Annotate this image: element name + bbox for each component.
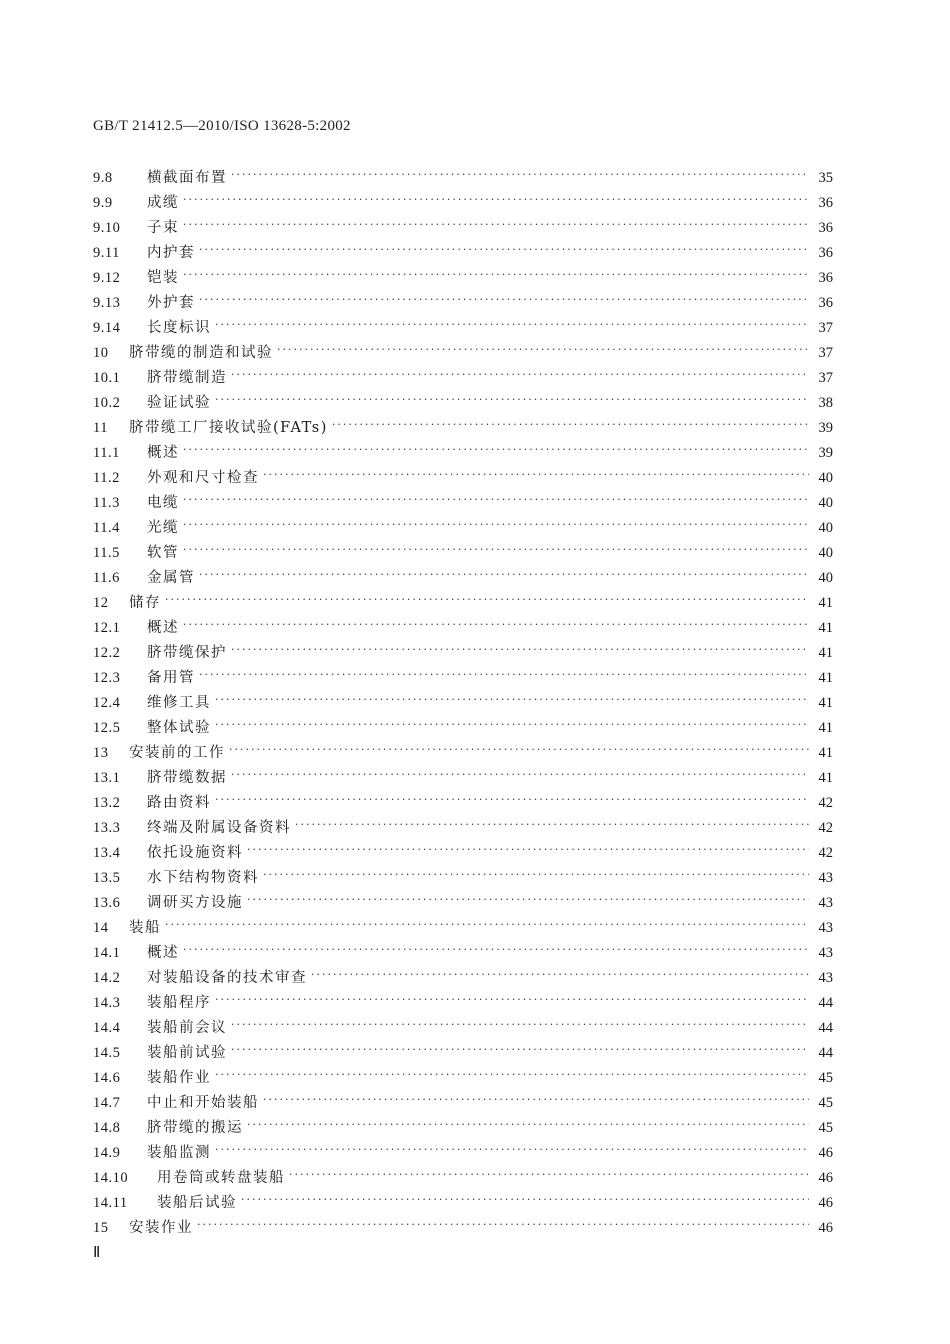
toc-entry-title: 脐带缆制造 bbox=[147, 370, 227, 386]
toc-entry-number: 9.11 bbox=[93, 245, 120, 261]
toc-entry[interactable] bbox=[93, 987, 833, 1012]
toc-dot-leader bbox=[231, 641, 809, 659]
toc-dot-leader bbox=[215, 791, 809, 809]
toc-entry-title: 外护套 bbox=[147, 295, 195, 311]
toc-entry-number: 14.4 bbox=[93, 1020, 121, 1036]
toc-entry-number: 13.5 bbox=[93, 870, 121, 886]
toc-entry-page: 40 bbox=[818, 570, 833, 586]
toc-entry-title: 铠装 bbox=[147, 270, 179, 286]
toc-entry-title: 安装作业 bbox=[129, 1220, 193, 1236]
toc-entry[interactable] bbox=[93, 262, 833, 287]
toc-entry-page: 43 bbox=[818, 870, 833, 886]
toc-dot-leader bbox=[231, 1016, 809, 1034]
toc-dot-leader bbox=[247, 1116, 809, 1134]
toc-entry[interactable] bbox=[93, 1212, 833, 1237]
toc-entry-page: 35 bbox=[818, 170, 833, 186]
toc-entry-number: 14.7 bbox=[93, 1095, 121, 1111]
toc-entry-page: 39 bbox=[818, 445, 833, 461]
toc-entry-page: 41 bbox=[818, 595, 833, 611]
toc-entry-number: 14.9 bbox=[93, 1145, 121, 1161]
toc-entry-title: 终端及附属设备资料 bbox=[147, 820, 291, 836]
toc-entry[interactable] bbox=[93, 362, 833, 387]
toc-entry[interactable] bbox=[93, 462, 833, 487]
toc-entry-number: 12.3 bbox=[93, 670, 121, 686]
toc-entry-title: 储存 bbox=[129, 595, 161, 611]
toc-entry-number: 14.6 bbox=[93, 1070, 121, 1086]
toc-entry-number: 10 bbox=[93, 345, 109, 361]
toc-dot-leader bbox=[199, 291, 809, 309]
toc-entry-title: 外观和尺寸检查 bbox=[147, 470, 259, 486]
toc-entry-number: 12.5 bbox=[93, 720, 121, 736]
toc-entry[interactable] bbox=[93, 412, 833, 437]
toc-entry[interactable] bbox=[93, 737, 833, 762]
toc-dot-leader bbox=[183, 516, 809, 534]
toc-entry-page: 40 bbox=[818, 545, 833, 561]
toc-entry[interactable] bbox=[93, 1187, 833, 1212]
toc-entry-title: 备用管 bbox=[147, 670, 195, 686]
toc-entry-title: 概述 bbox=[147, 620, 179, 636]
toc-entry[interactable] bbox=[93, 487, 833, 512]
toc-entry[interactable] bbox=[93, 862, 833, 887]
toc-entry-page: 42 bbox=[818, 820, 833, 836]
toc-entry[interactable] bbox=[93, 637, 833, 662]
toc-entry-title: 脐带缆保护 bbox=[147, 645, 227, 661]
toc-entry-title: 装船后试验 bbox=[157, 1195, 237, 1211]
toc-entry[interactable] bbox=[93, 837, 833, 862]
toc-entry-number: 15 bbox=[93, 1220, 109, 1236]
toc-entry-page: 38 bbox=[818, 395, 833, 411]
toc-entry[interactable] bbox=[93, 887, 833, 912]
toc-entry-page: 40 bbox=[818, 470, 833, 486]
toc-dot-leader bbox=[165, 591, 809, 609]
toc-entry-title: 维修工具 bbox=[147, 695, 211, 711]
toc-entry[interactable] bbox=[93, 937, 833, 962]
toc-entry-title: 子束 bbox=[147, 220, 179, 236]
toc-entry-page: 42 bbox=[818, 795, 833, 811]
toc-entry-number: 14.11 bbox=[93, 1195, 128, 1211]
toc-entry-page: 43 bbox=[818, 945, 833, 961]
toc-dot-leader bbox=[199, 241, 809, 259]
toc-entry-page: 41 bbox=[818, 745, 833, 761]
toc-entry-number: 11.1 bbox=[93, 445, 120, 461]
table-of-contents bbox=[93, 162, 833, 1237]
toc-entry-page: 41 bbox=[818, 695, 833, 711]
toc-dot-leader bbox=[215, 1066, 809, 1084]
toc-dot-leader bbox=[197, 1216, 809, 1234]
toc-entry-title: 横截面布置 bbox=[147, 170, 227, 186]
toc-entry-number: 9.8 bbox=[93, 170, 113, 186]
toc-entry-title: 光缆 bbox=[147, 520, 179, 536]
toc-entry-title: 整体试验 bbox=[147, 720, 211, 736]
toc-entry-title: 装船前会议 bbox=[147, 1020, 227, 1036]
toc-entry-number: 13 bbox=[93, 745, 109, 761]
toc-entry[interactable] bbox=[93, 312, 833, 337]
toc-entry[interactable] bbox=[93, 162, 833, 187]
toc-entry-page: 41 bbox=[818, 770, 833, 786]
toc-entry-title: 依托设施资料 bbox=[147, 845, 243, 861]
toc-entry-title: 内护套 bbox=[147, 245, 195, 261]
toc-dot-leader bbox=[263, 866, 809, 884]
toc-entry-page: 36 bbox=[818, 195, 833, 211]
toc-entry-title: 软管 bbox=[147, 545, 179, 561]
toc-dot-leader bbox=[183, 541, 809, 559]
toc-entry[interactable] bbox=[93, 562, 833, 587]
toc-dot-leader bbox=[183, 266, 809, 284]
page-number: Ⅱ bbox=[93, 1245, 101, 1261]
toc-dot-leader bbox=[277, 341, 809, 359]
toc-dot-leader bbox=[247, 891, 809, 909]
toc-dot-leader bbox=[183, 216, 809, 234]
toc-entry-number: 14.8 bbox=[93, 1120, 121, 1136]
toc-entry-title: 路由资料 bbox=[147, 795, 211, 811]
toc-entry[interactable] bbox=[93, 437, 833, 462]
toc-entry[interactable] bbox=[93, 512, 833, 537]
toc-entry[interactable] bbox=[93, 537, 833, 562]
toc-dot-leader bbox=[263, 1091, 809, 1109]
toc-entry-number: 9.10 bbox=[93, 220, 121, 236]
toc-entry-title: 调研买方设施 bbox=[147, 895, 243, 911]
toc-dot-leader bbox=[231, 366, 809, 384]
toc-dot-leader bbox=[229, 741, 809, 759]
toc-entry-number: 14.1 bbox=[93, 945, 121, 961]
toc-entry[interactable] bbox=[93, 1037, 833, 1062]
toc-entry-number: 14 bbox=[93, 920, 109, 936]
toc-entry[interactable] bbox=[93, 1087, 833, 1112]
toc-entry-title: 脐带缆数据 bbox=[147, 770, 227, 786]
toc-entry-number: 14.3 bbox=[93, 995, 121, 1011]
toc-entry-page: 43 bbox=[818, 895, 833, 911]
toc-entry-number: 10.1 bbox=[93, 370, 121, 386]
toc-entry[interactable] bbox=[93, 287, 833, 312]
toc-entry-page: 45 bbox=[818, 1095, 833, 1111]
toc-dot-leader bbox=[215, 1141, 809, 1159]
toc-entry-page: 36 bbox=[818, 245, 833, 261]
toc-entry-number: 11 bbox=[93, 420, 108, 436]
toc-entry-number: 9.12 bbox=[93, 270, 121, 286]
toc-entry[interactable] bbox=[93, 1137, 833, 1162]
toc-entry-page: 41 bbox=[818, 620, 833, 636]
toc-entry-page: 44 bbox=[818, 1020, 833, 1036]
toc-entry[interactable] bbox=[93, 587, 833, 612]
toc-entry-page: 41 bbox=[818, 720, 833, 736]
toc-dot-leader bbox=[289, 1166, 809, 1184]
toc-dot-leader bbox=[183, 191, 809, 209]
toc-entry-number: 13.4 bbox=[93, 845, 121, 861]
toc-dot-leader bbox=[215, 391, 809, 409]
toc-entry-title: 概述 bbox=[147, 945, 179, 961]
toc-entry-page: 36 bbox=[818, 295, 833, 311]
toc-entry-title: 装船监测 bbox=[147, 1145, 211, 1161]
toc-entry[interactable] bbox=[93, 237, 833, 262]
toc-dot-leader bbox=[165, 916, 809, 934]
toc-entry-title: 电缆 bbox=[147, 495, 179, 511]
toc-entry-title: 脐带缆的制造和试验 bbox=[129, 345, 273, 361]
toc-dot-leader bbox=[183, 616, 809, 634]
toc-entry-page: 36 bbox=[818, 270, 833, 286]
toc-entry[interactable] bbox=[93, 962, 833, 987]
toc-entry-title: 长度标识 bbox=[147, 320, 211, 336]
toc-entry[interactable] bbox=[93, 1012, 833, 1037]
toc-dot-leader bbox=[215, 716, 809, 734]
toc-entry-title: 装船前试验 bbox=[147, 1045, 227, 1061]
toc-entry-number: 14.5 bbox=[93, 1045, 121, 1061]
toc-dot-leader bbox=[231, 1041, 809, 1059]
toc-dot-leader bbox=[241, 1191, 809, 1209]
toc-entry-page: 37 bbox=[818, 345, 833, 361]
toc-entry-page: 45 bbox=[818, 1070, 833, 1086]
toc-entry-number: 11.6 bbox=[93, 570, 120, 586]
toc-dot-leader bbox=[332, 416, 809, 434]
toc-dot-leader bbox=[199, 666, 809, 684]
toc-dot-leader bbox=[231, 766, 809, 784]
toc-entry-number: 13.2 bbox=[93, 795, 121, 811]
toc-dot-leader bbox=[199, 566, 809, 584]
toc-entry-page: 43 bbox=[818, 970, 833, 986]
toc-entry[interactable] bbox=[93, 212, 833, 237]
toc-entry-number: 12.2 bbox=[93, 645, 121, 661]
toc-entry[interactable] bbox=[93, 1112, 833, 1137]
toc-entry[interactable] bbox=[93, 687, 833, 712]
toc-entry-number: 14.2 bbox=[93, 970, 121, 986]
toc-entry-page: 42 bbox=[818, 845, 833, 861]
toc-entry-page: 44 bbox=[818, 1045, 833, 1061]
toc-entry[interactable] bbox=[93, 912, 833, 937]
toc-entry[interactable] bbox=[93, 762, 833, 787]
toc-entry-page: 43 bbox=[818, 920, 833, 936]
toc-dot-leader bbox=[263, 466, 809, 484]
toc-entry-title: 安装前的工作 bbox=[129, 745, 225, 761]
toc-entry-number: 12.4 bbox=[93, 695, 121, 711]
toc-entry-page: 46 bbox=[818, 1170, 833, 1186]
toc-entry-page: 41 bbox=[818, 670, 833, 686]
toc-entry[interactable] bbox=[93, 387, 833, 412]
toc-entry-number: 11.5 bbox=[93, 545, 120, 561]
toc-entry-page: 45 bbox=[818, 1120, 833, 1136]
toc-entry-number: 11.4 bbox=[93, 520, 120, 536]
toc-entry-number: 9.9 bbox=[93, 195, 113, 211]
toc-entry-number: 13.3 bbox=[93, 820, 121, 836]
toc-entry[interactable] bbox=[93, 337, 833, 362]
toc-entry-page: 40 bbox=[818, 495, 833, 511]
toc-entry-title: 对装船设备的技术审查 bbox=[147, 970, 307, 986]
toc-entry-number: 11.3 bbox=[93, 495, 120, 511]
toc-entry-number: 13.6 bbox=[93, 895, 121, 911]
toc-entry-title: 验证试验 bbox=[147, 395, 211, 411]
toc-entry-title: 脐带缆的搬运 bbox=[147, 1120, 243, 1136]
toc-entry[interactable] bbox=[93, 1162, 833, 1187]
toc-entry-number: 11.2 bbox=[93, 470, 120, 486]
toc-entry-page: 37 bbox=[818, 370, 833, 386]
toc-entry-number: 14.10 bbox=[93, 1170, 129, 1186]
toc-entry-number: 13.1 bbox=[93, 770, 121, 786]
toc-entry-page: 46 bbox=[818, 1145, 833, 1161]
toc-entry-title: 装船 bbox=[129, 920, 161, 936]
toc-entry[interactable] bbox=[93, 712, 833, 737]
toc-entry[interactable] bbox=[93, 662, 833, 687]
toc-entry-title: 成缆 bbox=[147, 195, 179, 211]
toc-entry-title: 用卷筒或转盘装船 bbox=[157, 1170, 285, 1186]
document-header: GB/T 21412.5—2010/ISO 13628-5:2002 bbox=[93, 118, 351, 134]
toc-dot-leader bbox=[183, 441, 809, 459]
toc-dot-leader bbox=[215, 316, 809, 334]
toc-entry-page: 36 bbox=[818, 220, 833, 236]
toc-dot-leader bbox=[247, 841, 809, 859]
toc-dot-leader bbox=[215, 991, 809, 1009]
toc-entry[interactable] bbox=[93, 812, 833, 837]
toc-entry-title: 脐带缆工厂接收试验(FATs) bbox=[129, 420, 328, 436]
toc-entry-number: 12 bbox=[93, 595, 109, 611]
toc-entry-number: 10.2 bbox=[93, 395, 121, 411]
toc-entry-page: 40 bbox=[818, 520, 833, 536]
toc-entry-title: 水下结构物资料 bbox=[147, 870, 259, 886]
toc-entry[interactable] bbox=[93, 787, 833, 812]
toc-entry-page: 41 bbox=[818, 645, 833, 661]
toc-entry[interactable] bbox=[93, 1062, 833, 1087]
toc-entry-page: 46 bbox=[818, 1220, 833, 1236]
toc-entry-title: 金属管 bbox=[147, 570, 195, 586]
toc-entry-title: 中止和开始装船 bbox=[147, 1095, 259, 1111]
toc-entry[interactable] bbox=[93, 187, 833, 212]
toc-dot-leader bbox=[231, 166, 809, 184]
toc-entry-number: 9.14 bbox=[93, 320, 121, 336]
toc-entry-number: 9.13 bbox=[93, 295, 121, 311]
toc-entry-title: 装船程序 bbox=[147, 995, 211, 1011]
toc-entry-number: 12.1 bbox=[93, 620, 121, 636]
toc-dot-leader bbox=[183, 491, 809, 509]
toc-entry[interactable] bbox=[93, 612, 833, 637]
toc-dot-leader bbox=[311, 966, 809, 984]
toc-entry-page: 37 bbox=[818, 320, 833, 336]
toc-entry-page: 44 bbox=[818, 995, 833, 1011]
toc-dot-leader bbox=[215, 691, 809, 709]
toc-dot-leader bbox=[183, 941, 809, 959]
toc-entry-title: 概述 bbox=[147, 445, 179, 461]
toc-dot-leader bbox=[295, 816, 809, 834]
toc-entry-page: 46 bbox=[818, 1195, 833, 1211]
toc-entry-page: 39 bbox=[818, 420, 833, 436]
toc-entry-title: 装船作业 bbox=[147, 1070, 211, 1086]
